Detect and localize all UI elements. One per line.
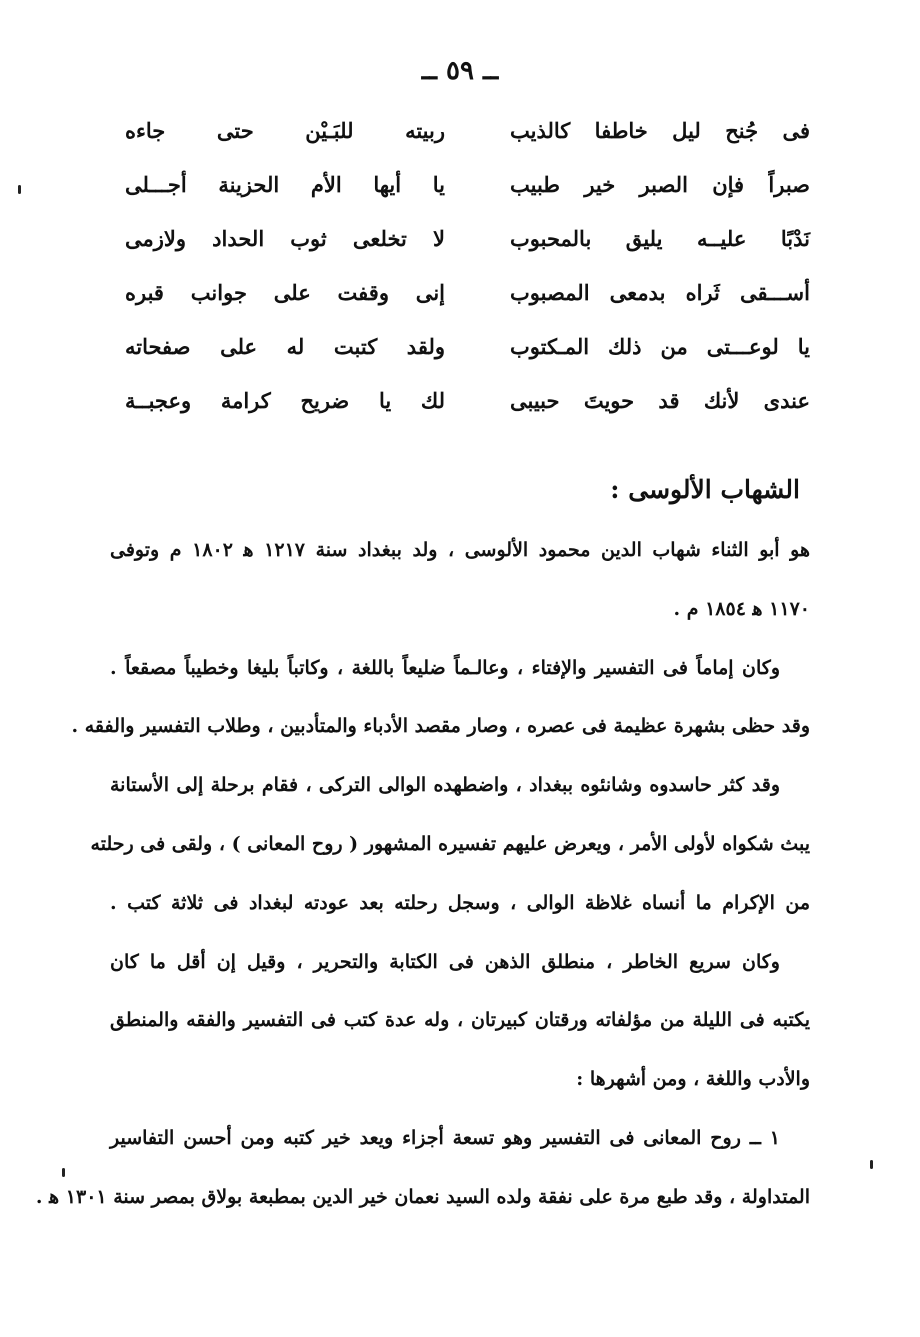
text-line: والأدب واللغة ، ومن أشهرها : [576,1068,810,1091]
poem-verse [0,226,920,280]
poem-verse [0,334,920,388]
poem-verse [0,388,920,442]
section-title: الشهاب الألوسى : [610,475,800,504]
page-number: ــ ٥٩ ــ [421,56,499,86]
text-line: من الإكرام ما أنساه غلاظة الوالى ، وسجل رحلته بعد عودته لبغداد فى ثلاثة كتب . [110,891,811,914]
text-line: يكتبه فى الليلة من مؤلفاته ورقتان كبيرتان ، وله عدة كتب فى التفسير والفقه والمنطق [110,1009,810,1032]
biography-text [35,530,811,1236]
text-line: وكان سريع الخاطر ، منطلق الذهن فى الكتابة والتحرير ، وقيل إن أقل ما كان [110,950,780,973]
scan-speck [62,1168,65,1177]
verse-second-hemistich: فى جُنح ليل خاطفا كالذيب [510,118,810,143]
text-line: يبث شكواه لأولى الأمر ، ويعرض عليهم تفسيره المشهور ( روح المعانى ) ، ولقى فى رحلته [90,832,810,855]
verse-first-hemistich: إنى وقفت على جوانب قبره [125,280,445,305]
poem [0,118,920,442]
verse-second-hemistich: صبراً فإن الصبر خير طبيب [510,172,810,197]
text-line: وقد حظى بشهرة عظيمة فى عصره ، وصار مقصد الأدباء والمتأدبين ، وطلاب التفسير والفقه . [71,715,810,738]
poem-verse [0,118,920,172]
text-line: وقد كثر حاسدوه وشانئوه ببغداد ، واضطهده الوالى التركى ، فقام برحلة إلى الأستانة [110,774,780,797]
verse-second-hemistich: عندى لأنك قد حويتَ حبيبى [510,388,810,413]
scan-speck [870,1160,873,1169]
text-line: المتداولة ، وقد طبع مرة على نفقة ولده السيد نعمان خير الدين بمطبعة بولاق بمصر سنة ١٣٠١ ﻫ . [35,1185,810,1208]
text-line: هو أبو الثناء شهاب الدين محمود الألوسى ، ولد ببغداد سنة ١٢١٧ ﻫ ١٨٠٢ م وتوفى [110,539,811,561]
poem-verse [0,280,920,334]
verse-first-hemistich: ربيته للبَـيْن حتى جاءه [125,118,445,143]
verse-second-hemistich: نَدْبًا عليــه يليق بالمحبوب [510,226,810,251]
verse-first-hemistich: لا تخلعى ثوب الحداد ولازمى [125,226,445,251]
text-line: ١١٧٠ ﻫ ١٨٥٤ م . [673,597,810,620]
verse-second-hemistich: يا لوعـــتى من ذلك المـكتوب [510,334,810,359]
scan-speck [18,185,21,194]
verse-first-hemistich: ولقد كتبت له على صفحاته [125,334,445,359]
text-line: ١ ــ روح المعانى فى التفسير وهو تسعة أجزاء ويعد خير كتبه ومن أحسن التفاسير [110,1126,780,1149]
verse-first-hemistich: لك يا ضريح كرامة وعجبــة [125,388,445,413]
poem-verse [0,172,920,226]
verse-second-hemistich: أســـقى ثَراه بدمعى المصبوب [510,280,810,305]
text-line: وكان إماماً فى التفسير والإفتاء ، وعالـماً ضليعاً باللغة ، وكاتباً بليغا وخطيباً مصقعاً . [110,656,780,679]
verse-first-hemistich: يا أيها الأم الحزينة أجـــلى [125,172,445,197]
